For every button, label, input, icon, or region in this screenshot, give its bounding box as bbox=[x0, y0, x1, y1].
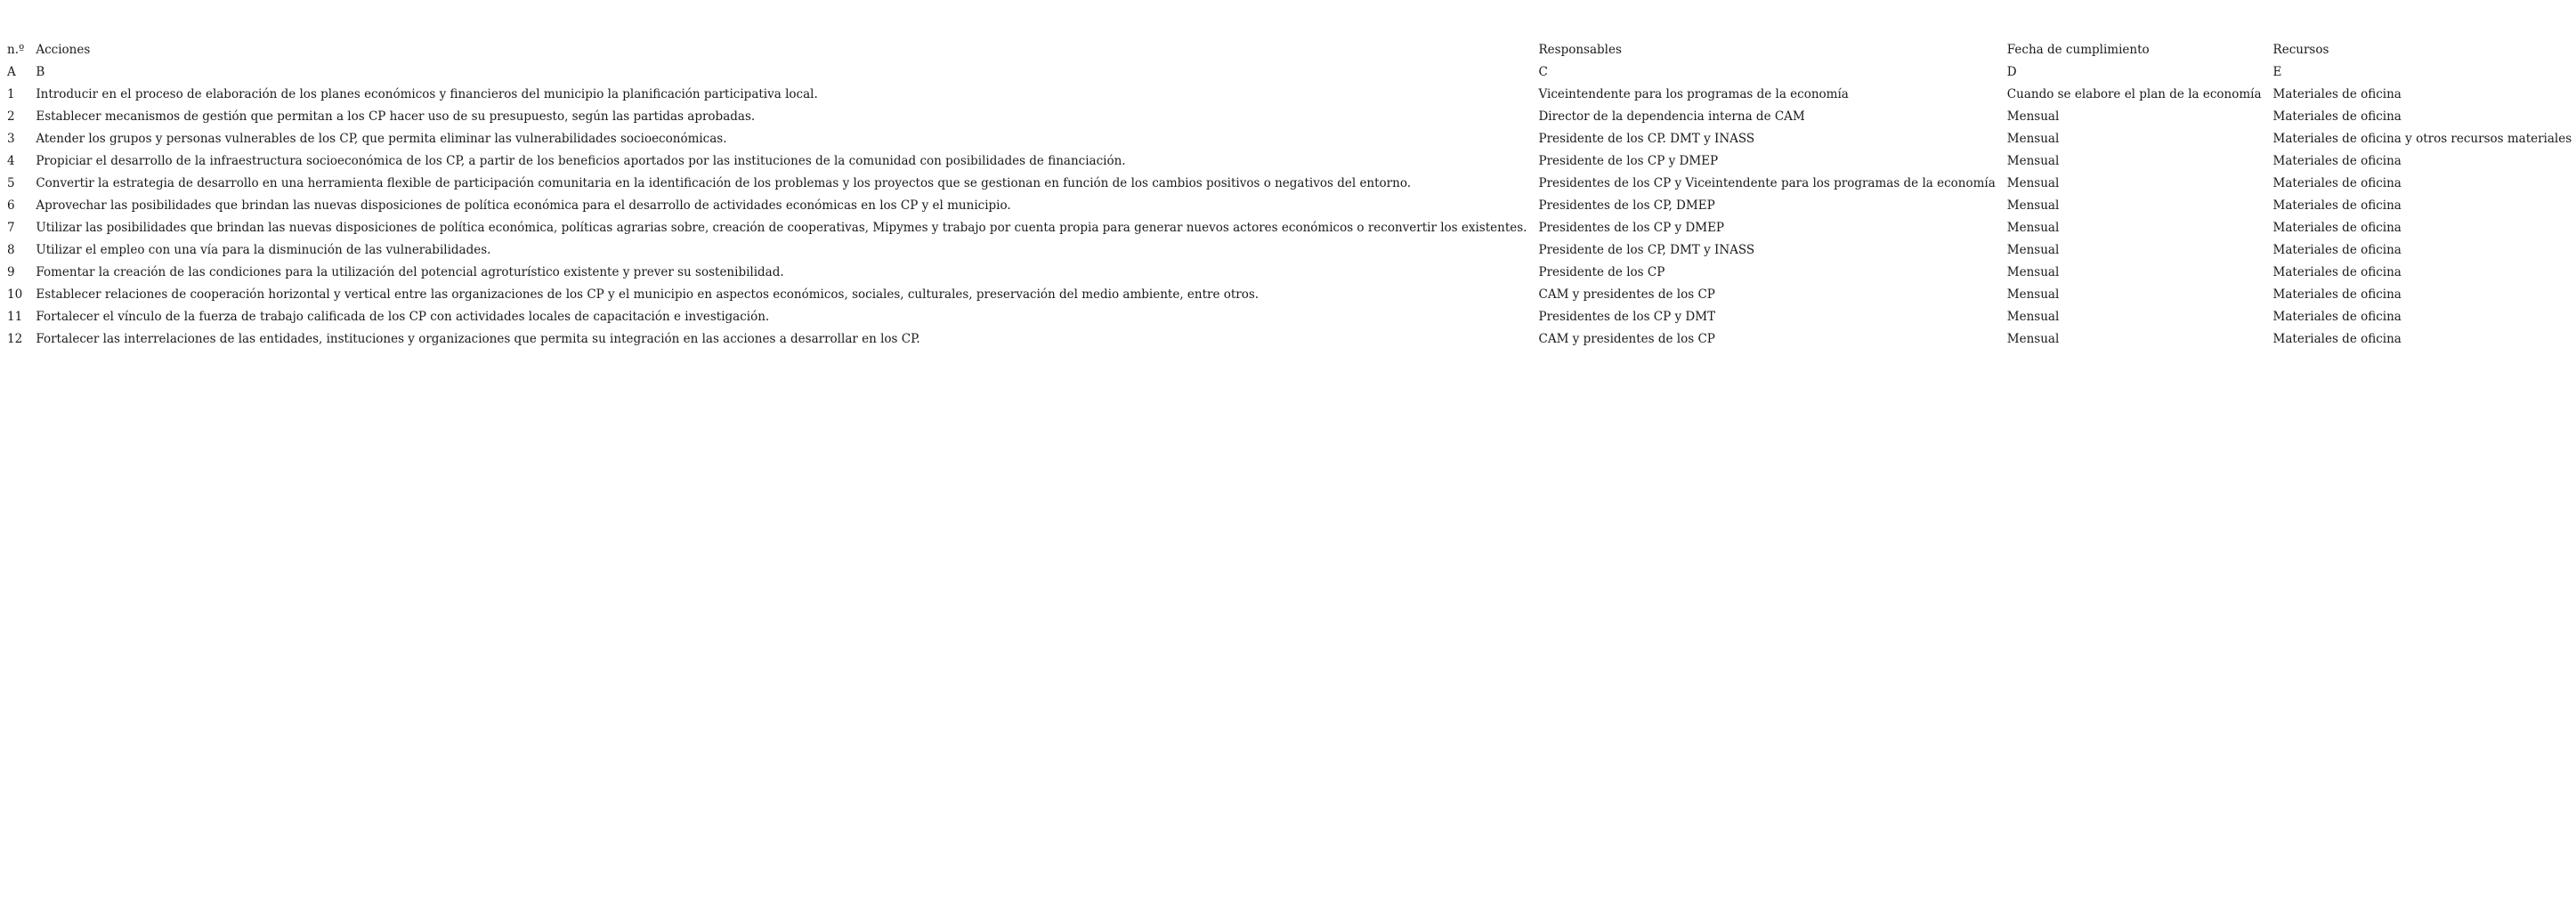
row-fecha: Mensual bbox=[2006, 265, 2060, 279]
header-num: n.º bbox=[7, 43, 25, 57]
row-num: 12 bbox=[7, 332, 23, 346]
row-accion: Aprovechar las posibilidades que brindan las nuevas disposiciones de política económica para el desarrollo de actividades económicas en los CP y el municipio. bbox=[36, 198, 1011, 213]
table-row bbox=[0, 173, 2576, 195]
row-responsable: Presidentes de los CP y DMEP bbox=[1538, 221, 1725, 235]
header-acciones: Acciones bbox=[36, 43, 91, 57]
row-accion: Establecer mecanismos de gestión que permitan a los CP hacer uso de su presupuesto, según las partidas aprobadas. bbox=[36, 109, 756, 124]
row-fecha: Mensual bbox=[2006, 332, 2060, 346]
row-fecha: Mensual bbox=[2006, 221, 2060, 235]
row-recursos: Materiales de oficina bbox=[2272, 109, 2402, 124]
table-row bbox=[0, 217, 2576, 239]
row-responsable: Presidente de los CP. DMT y INASS bbox=[1538, 132, 1755, 146]
row-responsable: Presidente de los CP bbox=[1538, 265, 1665, 279]
row-num: 10 bbox=[7, 287, 23, 302]
row-num: 4 bbox=[7, 154, 15, 168]
row-fecha: Mensual bbox=[2006, 132, 2060, 146]
row-fecha: Mensual bbox=[2006, 176, 2060, 190]
row-accion: Establecer relaciones de cooperación horizontal y vertical entre las organizaciones de los CP y el municipio en aspectos económicos, sociales, culturales, preservación del medio ambiente, entre otros. bbox=[36, 287, 1260, 302]
table-row bbox=[0, 328, 2576, 351]
row-fecha: Cuando se elabore el plan de la economía bbox=[2006, 87, 2262, 101]
header-recursos: Recursos bbox=[2272, 43, 2329, 57]
row-responsable: Presidentes de los CP, DMEP bbox=[1538, 198, 1715, 213]
row-recursos: Materiales de oficina bbox=[2272, 176, 2402, 190]
row-responsable: CAM y presidentes de los CP bbox=[1538, 287, 1715, 302]
row-num: 7 bbox=[7, 221, 15, 235]
row-num: 2 bbox=[7, 109, 15, 124]
table-row bbox=[0, 84, 2576, 106]
row-fecha: Mensual bbox=[2006, 198, 2060, 213]
row-accion: Fomentar la creación de las condiciones para la utilización del potencial agroturístico existente y prever su sostenibilidad. bbox=[36, 265, 784, 279]
letter-responsables: C bbox=[1538, 65, 1548, 79]
row-fecha: Mensual bbox=[2006, 109, 2060, 124]
row-fecha: Mensual bbox=[2006, 243, 2060, 257]
letter-acciones: B bbox=[36, 65, 45, 79]
row-num: 11 bbox=[7, 310, 23, 324]
row-recursos: Materiales de oficina bbox=[2272, 265, 2402, 279]
row-recursos: Materiales de oficina y otros recursos materiales bbox=[2272, 132, 2572, 146]
row-num: 8 bbox=[7, 243, 15, 257]
row-responsable: Director de la dependencia interna de CAM bbox=[1538, 109, 1805, 124]
header-responsables: Responsables bbox=[1538, 43, 1622, 57]
row-accion: Fortalecer las interrelaciones de las entidades, instituciones y organizaciones que permita su integración en las acciones a desarrollar en los CP. bbox=[36, 332, 920, 346]
table-row bbox=[0, 195, 2576, 217]
column-letters-row bbox=[0, 61, 2576, 84]
row-accion: Utilizar las posibilidades que brindan las nuevas disposiciones de política económica, políticas agrarias sobre, creación de cooperativas, Mipymes y trabajo por cuenta propia para generar nuevos actores económicos o reconvertir los existentes. bbox=[36, 221, 1527, 235]
row-accion: Atender los grupos y personas vulnerables de los CP, que permita eliminar las vulnerabilidades socioeconómicas. bbox=[36, 132, 727, 146]
table-row bbox=[0, 239, 2576, 262]
table-row bbox=[0, 128, 2576, 150]
table-row bbox=[0, 150, 2576, 173]
table-body bbox=[0, 39, 2576, 351]
row-responsable: Viceintendente para los programas de la economía bbox=[1538, 87, 1849, 101]
row-accion: Propiciar el desarrollo de la infraestructura socioeconómica de los CP, a partir de los beneficios aportados por las instituciones de la comunidad con posibilidades de financiación. bbox=[36, 154, 1126, 168]
header-fecha: Fecha de cumplimiento bbox=[2006, 43, 2150, 57]
row-recursos: Materiales de oficina bbox=[2272, 154, 2402, 168]
row-responsable: CAM y presidentes de los CP bbox=[1538, 332, 1715, 346]
letter-num: A bbox=[7, 65, 16, 79]
row-num: 5 bbox=[7, 176, 15, 190]
table-row bbox=[0, 106, 2576, 128]
row-recursos: Materiales de oficina bbox=[2272, 221, 2402, 235]
row-accion: Convertir la estrategia de desarrollo en una herramienta flexible de participación comunitaria en la identificación de los problemas y los proyectos que se gestionan en función de los cambios positivos o negativos del entorno. bbox=[36, 176, 1412, 190]
table-row bbox=[0, 262, 2576, 284]
row-fecha: Mensual bbox=[2006, 287, 2060, 302]
row-responsable: Presidente de los CP y DMEP bbox=[1538, 154, 1719, 168]
row-accion: Fortalecer el vínculo de la fuerza de trabajo calificada de los CP con actividades locales de capacitación e investigación. bbox=[36, 310, 770, 324]
row-fecha: Mensual bbox=[2006, 154, 2060, 168]
row-recursos: Materiales de oficina bbox=[2272, 287, 2402, 302]
row-fecha: Mensual bbox=[2006, 310, 2060, 324]
row-num: 1 bbox=[7, 87, 15, 101]
letter-recursos: E bbox=[2272, 65, 2282, 79]
row-accion: Utilizar el empleo con una vía para la disminución de las vulnerabilidades. bbox=[36, 243, 491, 257]
row-num: 6 bbox=[7, 198, 15, 213]
row-responsable: Presidentes de los CP y DMT bbox=[1538, 310, 1716, 324]
row-recursos: Materiales de oficina bbox=[2272, 243, 2402, 257]
row-recursos: Materiales de oficina bbox=[2272, 310, 2402, 324]
letter-fecha: D bbox=[2006, 65, 2017, 79]
row-num: 9 bbox=[7, 265, 15, 279]
table-row bbox=[0, 284, 2576, 306]
row-responsable: Presidente de los CP, DMT y INASS bbox=[1538, 243, 1755, 257]
row-recursos: Materiales de oficina bbox=[2272, 87, 2402, 101]
header-row bbox=[0, 39, 2576, 61]
row-responsable: Presidentes de los CP y Viceintendente para los programas de la economía bbox=[1538, 176, 1996, 190]
row-accion: Introducir en el proceso de elaboración de los planes económicos y financieros del municipio la planificación participativa local. bbox=[36, 87, 818, 101]
table-row bbox=[0, 306, 2576, 328]
actions-table bbox=[0, 39, 2576, 351]
row-recursos: Materiales de oficina bbox=[2272, 198, 2402, 213]
row-num: 3 bbox=[7, 132, 15, 146]
row-recursos: Materiales de oficina bbox=[2272, 332, 2402, 346]
